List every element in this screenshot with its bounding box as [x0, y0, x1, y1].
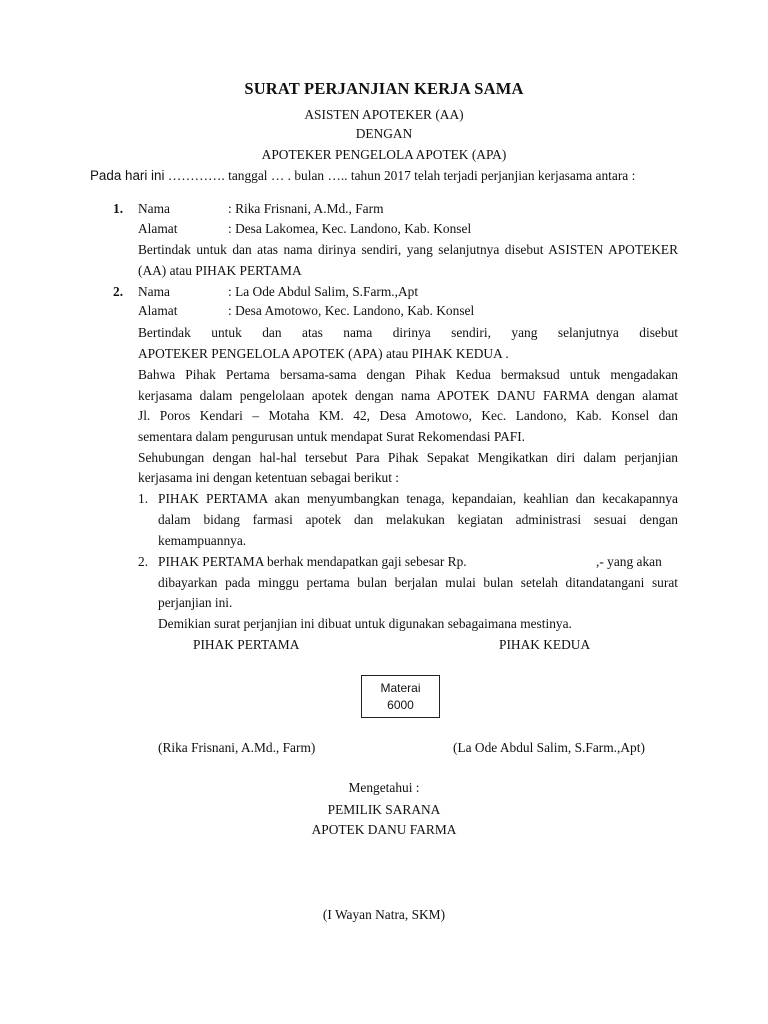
sehubungan-line1: Sehubungan dengan hal-hal tersebut Para Pihak Sepakat Mengikatkan diri dalam perjanjian	[138, 450, 678, 465]
intro-dots-day: ………….	[167, 168, 225, 183]
party1-address-value: : Desa Lakomea, Kec. Landono, Kab. Konsel	[228, 221, 472, 236]
party2-name-value: : La Ode Abdul Salim, S.Farm.,Apt	[228, 284, 419, 299]
party1-number: 1.	[113, 201, 124, 216]
term1-line3: kemampuannya.	[158, 533, 247, 548]
intro-dots-month: …..	[327, 168, 348, 183]
bahwa-line4: sementara dalam pengurusan untuk mendapat Surat Rekomendasi PAFI.	[138, 429, 526, 444]
intro-rest: tahun 2017 telah terjadi perjanjian kerjasama antara :	[350, 168, 636, 183]
witness-label: Mengetahui :	[348, 780, 420, 795]
party1-name-value: : Rika Frisnani, A.Md., Farm	[228, 201, 384, 216]
signature-left-title: PIHAK PERTAMA	[193, 637, 300, 652]
term2-line1-pre: PIHAK PERTAMA berhak mendapatkan gaji sebesar Rp.	[158, 554, 467, 569]
party2-address-value: : Desa Amotowo, Kec. Landono, Kab. Konsel	[228, 303, 475, 318]
intro-tanggal: tanggal	[228, 168, 268, 183]
witness-role1: PEMILIK SARANA	[327, 802, 441, 817]
sehubungan-line2: kerjasama ini dengan ketentuan sebagai berikut :	[138, 470, 400, 485]
party2-address-label: Alamat	[138, 303, 178, 318]
party2-number: 2.	[113, 284, 124, 299]
document-title: SURAT PERJANJIAN KERJA SAMA	[244, 79, 524, 98]
subtitle-dengan: DENGAN	[355, 126, 413, 141]
intro-pre: Pada hari ini	[90, 168, 165, 183]
bahwa-line2: kerjasama dalam pengelolaan apotek dengan nama APOTEK DANU FARMA dengan alamat	[138, 388, 678, 403]
party2-desc-line2: APOTEKER PENGELOLA APOTEK (APA) atau PIHAK KEDUA .	[138, 346, 509, 361]
intro-line	[90, 169, 635, 182]
closing-statement: Demikian surat perjanjian ini dibuat untuk digunakan sebagaimana mestinya.	[158, 616, 572, 631]
term1-line2: dalam bidang farmasi apotek dan melakukan kegiatan administrasi sesuai dengan	[158, 512, 678, 527]
signature-left-name: (Rika Frisnani, A.Md., Farm)	[158, 740, 316, 755]
term2-line2: dibayarkan pada minggu pertama bulan berjalan mulai bulan setelah ditandatangani surat	[158, 575, 678, 590]
materai-value: 6000	[387, 698, 414, 712]
term2-line1-post: ,- yang akan	[596, 554, 662, 569]
party1-name-label: Nama	[138, 201, 170, 216]
term2-line3: perjanjian ini.	[158, 595, 233, 610]
party1-desc-line1: Bertindak untuk dan atas nama dirinya sendiri, yang selanjutnya disebut ASISTEN APOTEKER	[138, 242, 678, 257]
intro-dots-date: … .	[270, 168, 291, 183]
materai-stamp-box	[361, 675, 440, 718]
subtitle-aa: ASISTEN APOTEKER (AA)	[304, 107, 464, 122]
materai-label: Materai	[380, 681, 421, 695]
term2-number: 2.	[138, 554, 149, 569]
signature-right-title: PIHAK KEDUA	[499, 637, 591, 652]
witness-role2: APOTEK DANU FARMA	[311, 822, 457, 837]
party2-desc-line1: Bertindak untuk dan atas nama dirinya sendiri, yang selanjutnya disebut	[138, 325, 678, 340]
signature-right-name: (La Ode Abdul Salim, S.Farm.,Apt)	[453, 740, 645, 755]
party1-desc-line2: (AA) atau PIHAK PERTAMA	[138, 263, 302, 278]
subtitle-apa: APOTEKER PENGELOLA APOTEK (APA)	[261, 147, 507, 162]
party2-name-label: Nama	[138, 284, 170, 299]
witness-name: (I Wayan Natra, SKM)	[322, 907, 446, 922]
term1-number: 1.	[138, 491, 149, 506]
term1-line1: PIHAK PERTAMA akan menyumbangkan tenaga, kepandaian, keahlian dan kecakapannya	[158, 491, 678, 506]
bahwa-line3: Jl. Poros Kendari – Motaha KM. 42, Desa Amotowo, Kec. Landono, Kab. Konsel dan	[138, 408, 678, 423]
intro-bulan: bulan	[294, 168, 325, 183]
party1-address-label: Alamat	[138, 221, 178, 236]
bahwa-line1: Bahwa Pihak Pertama bersama-sama dengan Pihak Kedua bermaksud untuk mengadakan	[138, 367, 678, 382]
